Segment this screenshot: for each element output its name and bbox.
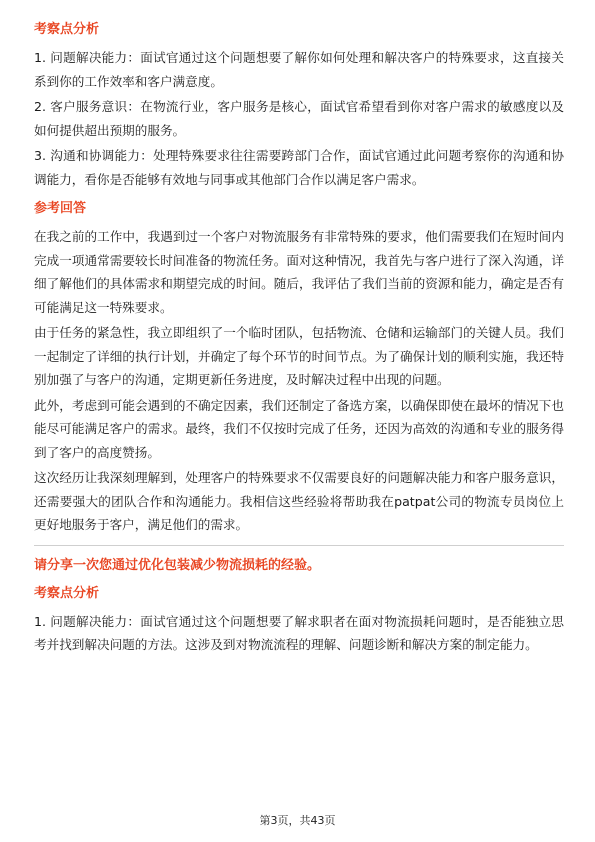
analysis-section-1 <box>34 20 564 191</box>
answer-paragraph: 在我之前的工作中，我遇到过一个客户对物流服务有非常特殊的要求，他们需要我们在短时间内完成一项通常需要较长时间准备的物流任务。面对这种情况，我首先与客户进行了深入沟通，详细了解他们的具体需求和期望完成的时间。随后，我评估了我们当前的资源和能力，确定是否有可能满足这一特殊要求。 <box>34 229 564 315</box>
question-title: 请分享一次您通过优化包装减少物流损耗的经验。 <box>34 557 321 573</box>
section-heading: 参考回答 <box>34 201 87 216</box>
analysis-section-2 <box>34 584 564 657</box>
analysis-item: 1. 问题解决能力：面试官通过这个问题想要了解求职者在面对物流损耗问题时，是否能独立思考并找到解决问题的方法。这涉及到对物流流程的理解、问题诊断和解决方案的制定能力。 <box>34 613 564 652</box>
analysis-item: 2. 客户服务意识：在物流行业，客户服务是核心，面试官希望看到你对客户需求的敏感度以及如何提供超出预期的服务。 <box>34 99 564 138</box>
reference-answer-section <box>34 199 564 537</box>
answer-paragraph: 这次经历让我深刻理解到，处理客户的特殊要求不仅需要良好的问题解决能力和客户服务意识，还需要强大的团队合作和沟通能力。我相信这些经验将帮助我在patpat公司的物流专员岗位上更好地服务于客户，满足他们的需求。 <box>34 470 564 532</box>
analysis-item: 1. 问题解决能力：面试官通过这个问题想要了解你如何处理和解决客户的特殊要求，这直接关系到你的工作效率和客户满意度。 <box>34 50 564 89</box>
page-number: 第3页，共43页 <box>259 814 336 827</box>
page-content <box>34 20 564 665</box>
answer-paragraph: 此外，考虑到可能会遇到的不确定因素，我们还制定了备选方案，以确保即使在最坏的情况下也能尽可能满足客户的需求。最终，我们不仅按时完成了任务，还因为高效的沟通和专业的服务得到了客户的高度赞扬。 <box>34 397 564 460</box>
answer-paragraph: 由于任务的紧急性，我立即组织了一个临时团队，包括物流、仓储和运输部门的关键人员。我们一起制定了详细的执行计划，并确定了每个环节的时间节点。为了确保计划的顺利实施，我还特别加强了与客户的沟通，定期更新任务进度，及时解决过程中出现的问题。 <box>34 325 564 387</box>
analysis-item: 3. 沟通和协调能力：处理特殊要求往往需要跨部门合作，面试官通过此问题考察你的沟通和协调能力，看你是否能够有效地与同事或其他部门合作以满足客户需求。 <box>34 148 564 187</box>
section-heading: 考察点分析 <box>34 585 100 601</box>
divider <box>34 545 564 546</box>
section-heading: 考察点分析 <box>34 22 100 37</box>
